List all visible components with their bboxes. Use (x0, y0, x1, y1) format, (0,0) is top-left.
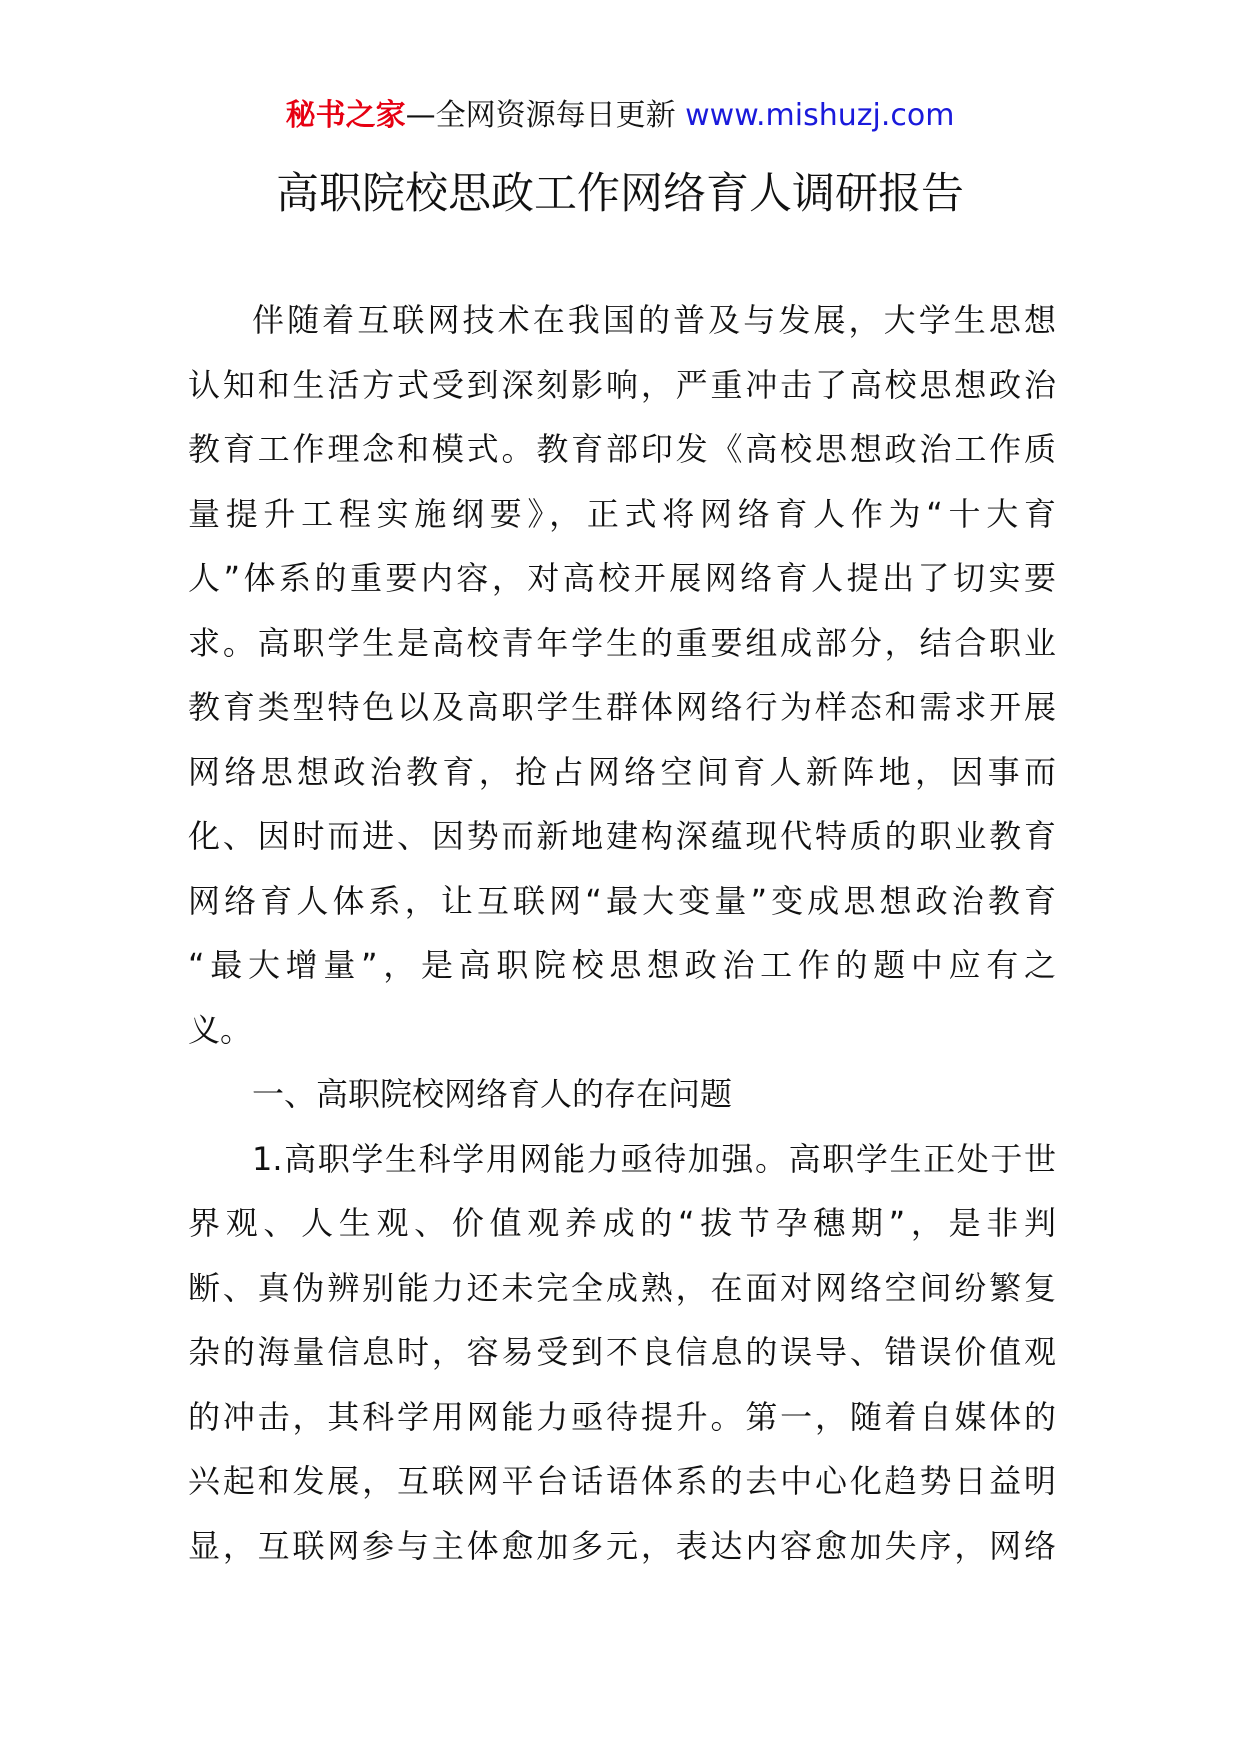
text-line: 网络思想政治教育，抢占网络空间育人新阵地，因事而 (188, 752, 1056, 791)
text-line: 教育类型特色以及高职学生群体网络行为样态和需求开展 (188, 688, 1056, 726)
text-line: 化、因时而进、因势而新地建构深蕴现代特质的职业教育 (188, 817, 1056, 855)
header-slogan: —全网资源每日更新 (405, 98, 676, 133)
text-line: 求。高职学生是高校青年学生的重要组成部分，结合职业 (188, 623, 1056, 662)
text-line: 的冲击，其科学用网能力亟待提升。第一，随着自媒体的 (188, 1397, 1056, 1436)
brand-name: 秘书之家 (285, 98, 406, 133)
text-line: 伴随着互联网技术在我国的普及与发展，大学生思想 (252, 301, 1056, 339)
paragraph-problem-1 (188, 1127, 1056, 1579)
section-heading (188, 1062, 1056, 1127)
text-line: 界观、人生观、价值观养成的“拔节孕穗期”，是非判 (188, 1204, 1056, 1242)
text-line: 杂的海量信息时，容易受到不良信息的误导、错误价值观 (188, 1333, 1056, 1371)
text-line: 网络育人体系，让互联网“最大变量”变成思想政治教育 (188, 881, 1056, 920)
text-line: 兴起和发展，互联网平台话语体系的去中心化趋势日益明 (188, 1462, 1056, 1500)
text-line: 断、真伪辨别能力还未完全成熟，在面对网络空间纷繁复 (188, 1268, 1056, 1307)
section-heading-text: 一、高职院校网络育人的存在问题 (252, 1075, 733, 1113)
text-line: 教育工作理念和模式。教育部印发《高校思想政治工作质 (188, 430, 1056, 468)
paragraph-intro (188, 288, 1056, 1062)
text-line: “最大增量”，是高职院校思想政治工作的题中应有之 (188, 946, 1056, 984)
text-line: 人”体系的重要内容，对高校开展网络育人提出了切实要 (188, 559, 1056, 597)
site-header (0, 96, 1240, 136)
document-title: 高职院校思政工作网络育人调研报告 (276, 169, 964, 219)
text-line: 义。 (188, 1010, 253, 1049)
document-body (188, 288, 1056, 1578)
text-line: 显，互联网参与主体愈加多元，表达内容愈加失序，网络 (188, 1526, 1056, 1565)
site-url-link[interactable]: www.mishuzj.com (685, 98, 955, 133)
text-line: 量提升工程实施纲要》，正式将网络育人作为“十大育 (188, 494, 1056, 533)
text-line: 认知和生活方式受到深刻影响，严重冲击了高校思想政治 (188, 365, 1056, 404)
text-line: 1.高职学生科学用网能力亟待加强。高职学生正处于世 (252, 1139, 1056, 1178)
